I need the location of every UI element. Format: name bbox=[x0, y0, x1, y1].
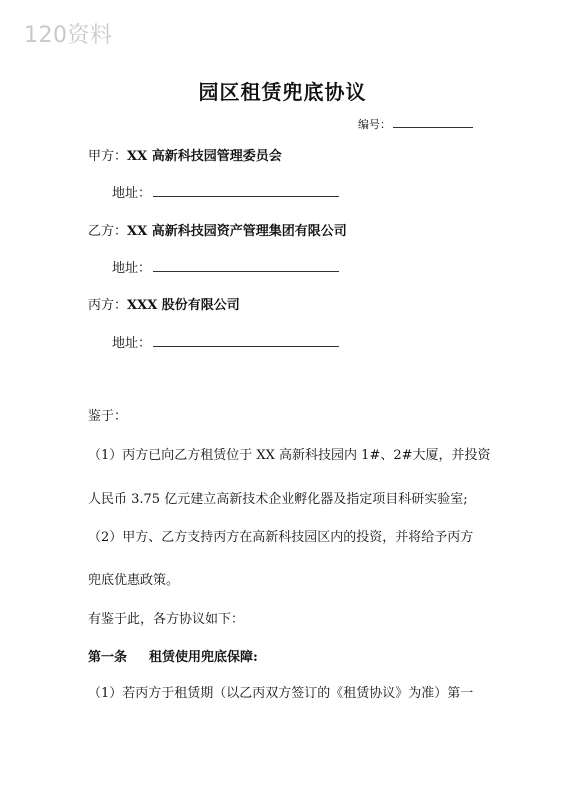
party-a-address bbox=[112, 182, 339, 201]
whereas-item2-line1: （2）甲方、乙方支持丙方在高新科技园区内的投资，并将给予丙方 bbox=[88, 530, 474, 545]
article1-title: 租赁使用兜底保障: bbox=[149, 650, 258, 665]
party-b-name: XX 高新科技园资产管理集团有限公司 bbox=[127, 224, 347, 239]
party-b-address-blank bbox=[153, 270, 339, 272]
document-title: 园区租赁兜底协议 bbox=[198, 80, 367, 104]
party-c-address bbox=[112, 332, 339, 351]
whereas-item2-line2: 兜底优惠政策。 bbox=[88, 573, 180, 588]
party-c-address-blank bbox=[153, 345, 339, 347]
whereas-item1-line1: （1）丙方已向乙方租赁位于 XX 高新科技园内 1#、2#大厦，并投资 bbox=[88, 448, 491, 463]
whereas-heading: 鉴于： bbox=[88, 409, 128, 424]
serial-blank bbox=[393, 126, 473, 128]
party-c-address-label: 地址： bbox=[112, 336, 152, 351]
party-b bbox=[88, 220, 347, 239]
article1-number: 第一条 bbox=[88, 650, 128, 665]
article1-item1-line1: （1）若丙方于租赁期（以乙丙双方签订的《租赁协议》为准）第一 bbox=[88, 686, 474, 701]
watermark: 120资料 bbox=[24, 23, 113, 48]
party-a-name: XX 高新科技园管理委员会 bbox=[127, 149, 282, 164]
party-a bbox=[88, 145, 282, 164]
party-c-label: 丙方： bbox=[88, 298, 128, 313]
party-a-address-label: 地址： bbox=[112, 186, 152, 201]
article1-heading bbox=[88, 646, 258, 665]
party-b-address-label: 地址： bbox=[112, 261, 152, 276]
whereas-item1-line2: 人民币 3.75 亿元建立高新技术企业孵化器及指定项目科研实验室; bbox=[88, 492, 468, 507]
party-c bbox=[88, 294, 240, 313]
party-c-name: XXX 股份有限公司 bbox=[127, 298, 240, 313]
party-b-label: 乙方： bbox=[88, 224, 128, 239]
agreement-intro: 有鉴于此，各方协议如下： bbox=[88, 612, 245, 627]
serial-label: 编号： bbox=[358, 118, 391, 131]
party-a-label: 甲方： bbox=[88, 149, 128, 164]
party-b-address bbox=[112, 257, 339, 276]
serial-number bbox=[358, 116, 473, 132]
party-a-address-blank bbox=[153, 195, 339, 197]
